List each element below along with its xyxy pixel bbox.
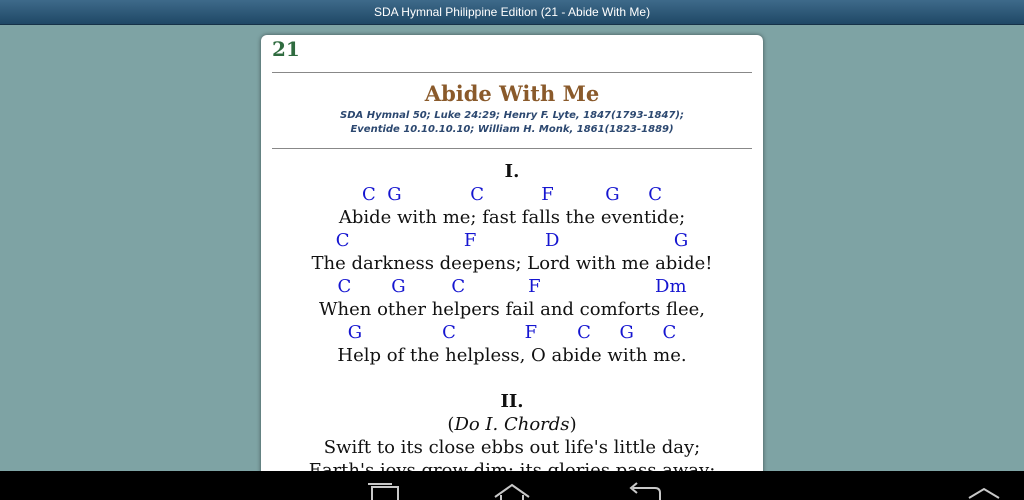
note-paren-close: ) <box>569 414 577 435</box>
divider <box>272 148 752 149</box>
note-paren-open: ( <box>447 414 455 435</box>
chord-line: C G C F G C <box>362 184 662 205</box>
app-title-bar <box>0 0 1024 25</box>
lyric-line: Abide with me; fast falls the eventide; <box>338 207 686 228</box>
verse-number: II. <box>500 391 524 412</box>
hymn-tune-line: Eventide 10.10.10.10; William H. Monk, 1861(1823-1889) <box>350 124 674 135</box>
divider <box>272 72 752 73</box>
hymn-number: 21 <box>272 37 300 61</box>
lyric-line: When other helpers fail and comforts flee, <box>319 299 705 320</box>
chord-line: C G C F Dm <box>337 276 687 297</box>
hymn-card[interactable] <box>261 35 763 485</box>
chord-line: C F D G <box>335 230 689 251</box>
window-title: SDA Hymnal Philippine Edition (21 - Abide With Me) <box>373 5 651 19</box>
lyric-line: The darkness deepens; Lord with me abide! <box>311 253 713 274</box>
menu-icon[interactable] <box>966 482 1002 500</box>
back-icon[interactable] <box>623 482 663 500</box>
system-navigation-bar <box>0 471 1024 500</box>
home-icon[interactable] <box>492 482 532 500</box>
lyric-line: Swift to its close ebbs out life's little day; <box>323 437 701 458</box>
chord-note <box>261 414 763 435</box>
note-text: Do I. Chords <box>454 414 570 435</box>
chord-line: G C F C G C <box>347 322 677 343</box>
hymn-source-line: SDA Hymnal 50; Luke 24:29; Henry F. Lyte, 1847(1793-1847); <box>340 110 684 121</box>
verse-number: I. <box>504 161 520 182</box>
hymn-title: Abide With Me <box>424 81 600 106</box>
recent-apps-icon[interactable] <box>364 482 402 500</box>
lyric-line: Help of the helpless, O abide with me. <box>337 345 687 366</box>
